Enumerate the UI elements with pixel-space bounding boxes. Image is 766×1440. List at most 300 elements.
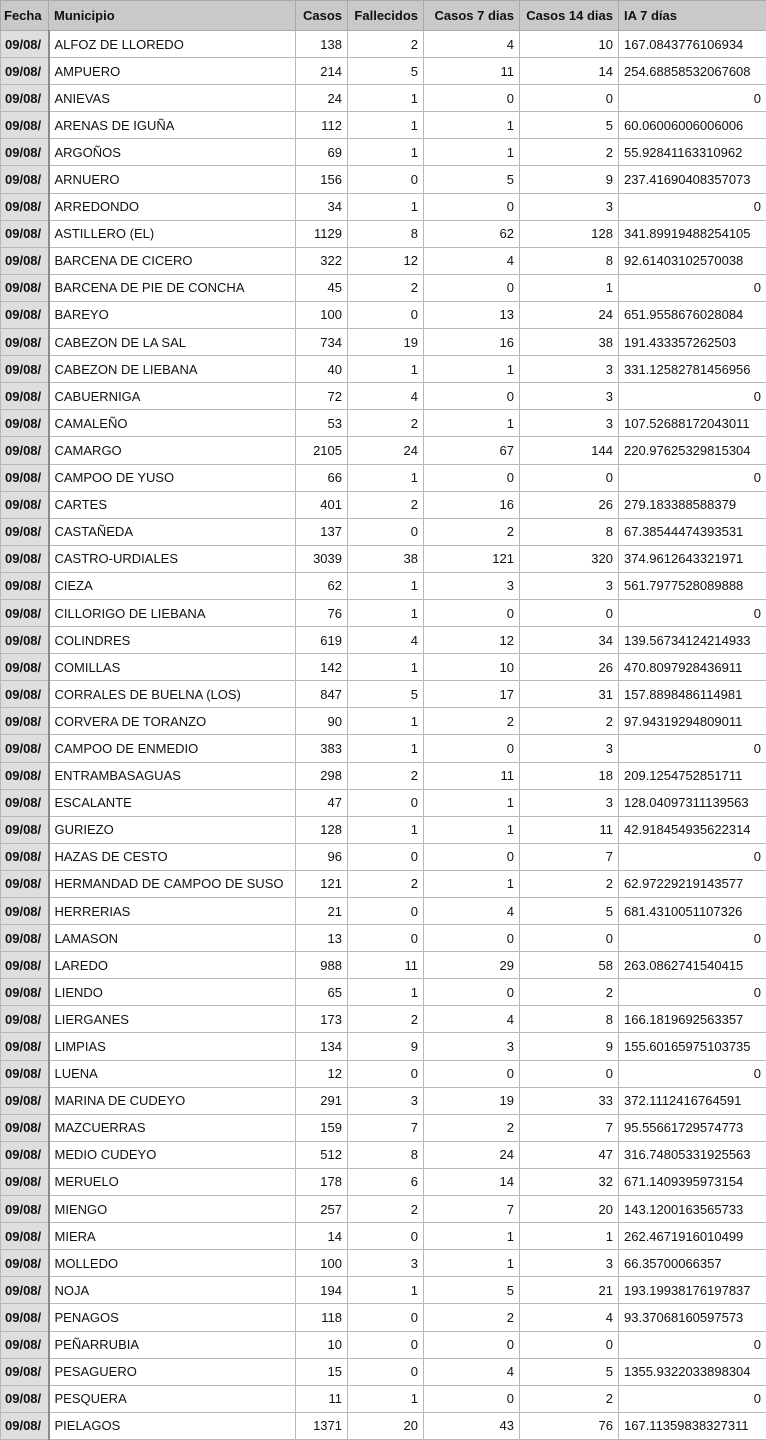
cell-fecha[interactable]: 09/08/ [1,708,49,735]
cell-casos[interactable]: 214 [296,58,348,85]
cell-fecha[interactable]: 09/08/ [1,681,49,708]
cell-ia-7-dias[interactable]: 0 [619,979,766,1006]
cell-ia-7-dias[interactable]: 671.1409395973154 [619,1168,766,1195]
cell-fecha[interactable]: 09/08/ [1,1331,49,1358]
cell-casos[interactable]: 53 [296,410,348,437]
cell-casos[interactable]: 159 [296,1114,348,1141]
column-header-fecha[interactable]: Fecha [1,1,49,31]
cell-fecha[interactable]: 09/08/ [1,1087,49,1114]
cell-casos-7-dias[interactable]: 1 [424,139,520,166]
cell-casos-7-dias[interactable]: 0 [424,599,520,626]
cell-fallecidos[interactable]: 1 [348,708,424,735]
cell-casos[interactable]: 69 [296,139,348,166]
cell-fecha[interactable]: 09/08/ [1,572,49,599]
cell-fallecidos[interactable]: 7 [348,1114,424,1141]
cell-casos[interactable]: 65 [296,979,348,1006]
cell-fecha[interactable]: 09/08/ [1,356,49,383]
cell-fallecidos[interactable]: 4 [348,627,424,654]
cell-casos-7-dias[interactable]: 1 [424,789,520,816]
cell-ia-7-dias[interactable]: 60.06006006006006 [619,112,766,139]
cell-ia-7-dias[interactable]: 0 [619,735,766,762]
cell-casos-7-dias[interactable]: 1 [424,870,520,897]
cell-municipio[interactable]: MOLLEDO [49,1250,296,1277]
cell-ia-7-dias[interactable]: 0 [619,85,766,112]
cell-casos[interactable]: 291 [296,1087,348,1114]
cell-casos-14-dias[interactable]: 3 [520,193,619,220]
cell-ia-7-dias[interactable]: 107.52688172043011 [619,410,766,437]
cell-casos-7-dias[interactable]: 4 [424,1358,520,1385]
cell-casos-7-dias[interactable]: 24 [424,1141,520,1168]
cell-casos-14-dias[interactable]: 3 [520,1250,619,1277]
cell-casos-14-dias[interactable]: 58 [520,952,619,979]
cell-casos-7-dias[interactable]: 4 [424,1006,520,1033]
cell-ia-7-dias[interactable]: 331.12582781456956 [619,356,766,383]
cell-casos-7-dias[interactable]: 16 [424,491,520,518]
cell-casos-7-dias[interactable]: 2 [424,1304,520,1331]
cell-ia-7-dias[interactable]: 209.1254752851711 [619,762,766,789]
cell-fallecidos[interactable]: 2 [348,762,424,789]
cell-casos[interactable]: 194 [296,1277,348,1304]
cell-casos[interactable]: 100 [296,301,348,328]
cell-municipio[interactable]: HERRERIAS [49,898,296,925]
cell-casos-14-dias[interactable]: 9 [520,166,619,193]
cell-casos[interactable]: 142 [296,654,348,681]
cell-fecha[interactable]: 09/08/ [1,654,49,681]
cell-casos-7-dias[interactable]: 2 [424,518,520,545]
cell-casos-7-dias[interactable]: 0 [424,735,520,762]
cell-fallecidos[interactable]: 0 [348,925,424,952]
cell-fecha[interactable]: 09/08/ [1,952,49,979]
cell-municipio[interactable]: CAMPOO DE YUSO [49,464,296,491]
cell-casos-7-dias[interactable]: 2 [424,1114,520,1141]
cell-ia-7-dias[interactable]: 220.97625329815304 [619,437,766,464]
cell-fallecidos[interactable]: 2 [348,274,424,301]
cell-fallecidos[interactable]: 1 [348,193,424,220]
cell-ia-7-dias[interactable]: 66.35700066357 [619,1250,766,1277]
cell-casos-7-dias[interactable]: 62 [424,220,520,247]
cell-casos-14-dias[interactable]: 31 [520,681,619,708]
cell-casos-14-dias[interactable]: 21 [520,1277,619,1304]
cell-casos[interactable]: 12 [296,1060,348,1087]
cell-fecha[interactable]: 09/08/ [1,898,49,925]
cell-casos-7-dias[interactable]: 0 [424,979,520,1006]
cell-casos-7-dias[interactable]: 4 [424,247,520,274]
cell-casos[interactable]: 66 [296,464,348,491]
cell-casos-14-dias[interactable]: 0 [520,464,619,491]
cell-casos-7-dias[interactable]: 0 [424,1331,520,1358]
cell-fecha[interactable]: 09/08/ [1,112,49,139]
cell-ia-7-dias[interactable]: 372.1112416764591 [619,1087,766,1114]
cell-municipio[interactable]: LUENA [49,1060,296,1087]
cell-municipio[interactable]: HERMANDAD DE CAMPOO DE SUSO [49,870,296,897]
cell-municipio[interactable]: CAMARGO [49,437,296,464]
cell-fecha[interactable]: 09/08/ [1,979,49,1006]
cell-municipio[interactable]: PENAGOS [49,1304,296,1331]
cell-ia-7-dias[interactable]: 97.94319294809011 [619,708,766,735]
cell-municipio[interactable]: CILLORIGO DE LIEBANA [49,599,296,626]
cell-fallecidos[interactable]: 0 [348,1331,424,1358]
cell-municipio[interactable]: MEDIO CUDEYO [49,1141,296,1168]
cell-ia-7-dias[interactable]: 0 [619,925,766,952]
cell-casos-7-dias[interactable]: 12 [424,627,520,654]
cell-fallecidos[interactable]: 2 [348,491,424,518]
cell-casos-7-dias[interactable]: 16 [424,329,520,356]
cell-fallecidos[interactable]: 0 [348,166,424,193]
cell-ia-7-dias[interactable]: 155.60165975103735 [619,1033,766,1060]
cell-fecha[interactable]: 09/08/ [1,762,49,789]
cell-municipio[interactable]: MIERA [49,1223,296,1250]
cell-ia-7-dias[interactable]: 191.433357262503 [619,329,766,356]
cell-casos[interactable]: 11 [296,1385,348,1412]
cell-ia-7-dias[interactable]: 681.4310051107326 [619,898,766,925]
cell-fecha[interactable]: 09/08/ [1,1358,49,1385]
cell-municipio[interactable]: BARCENA DE CICERO [49,247,296,274]
cell-municipio[interactable]: CABEZON DE LIEBANA [49,356,296,383]
cell-casos[interactable]: 13 [296,925,348,952]
cell-ia-7-dias[interactable]: 42.918454935622314 [619,816,766,843]
cell-municipio[interactable]: CASTAÑEDA [49,518,296,545]
cell-casos-7-dias[interactable]: 0 [424,274,520,301]
cell-municipio[interactable]: LAREDO [49,952,296,979]
cell-casos[interactable]: 45 [296,274,348,301]
cell-fallecidos[interactable]: 2 [348,31,424,58]
cell-municipio[interactable]: PESQUERA [49,1385,296,1412]
cell-casos-14-dias[interactable]: 144 [520,437,619,464]
cell-casos-7-dias[interactable]: 43 [424,1412,520,1439]
cell-fecha[interactable]: 09/08/ [1,1385,49,1412]
cell-fecha[interactable]: 09/08/ [1,1141,49,1168]
cell-municipio[interactable]: LAMASON [49,925,296,952]
cell-municipio[interactable]: PIELAGOS [49,1412,296,1439]
cell-casos-7-dias[interactable]: 0 [424,464,520,491]
cell-casos-7-dias[interactable]: 29 [424,952,520,979]
cell-fecha[interactable]: 09/08/ [1,816,49,843]
cell-fecha[interactable]: 09/08/ [1,843,49,870]
cell-casos[interactable]: 734 [296,329,348,356]
cell-fecha[interactable]: 09/08/ [1,518,49,545]
cell-casos[interactable]: 100 [296,1250,348,1277]
cell-fallecidos[interactable]: 4 [348,383,424,410]
cell-fallecidos[interactable]: 3 [348,1250,424,1277]
cell-ia-7-dias[interactable]: 93.37068160597573 [619,1304,766,1331]
cell-ia-7-dias[interactable]: 0 [619,1060,766,1087]
cell-municipio[interactable]: MERUELO [49,1168,296,1195]
cell-fallecidos[interactable]: 1 [348,654,424,681]
cell-casos[interactable]: 47 [296,789,348,816]
cell-municipio[interactable]: COLINDRES [49,627,296,654]
cell-municipio[interactable]: ARGOÑOS [49,139,296,166]
cell-casos[interactable]: 178 [296,1168,348,1195]
cell-casos[interactable]: 121 [296,870,348,897]
cell-fecha[interactable]: 09/08/ [1,1223,49,1250]
cell-casos-7-dias[interactable]: 14 [424,1168,520,1195]
cell-ia-7-dias[interactable]: 561.7977528089888 [619,572,766,599]
cell-casos[interactable]: 96 [296,843,348,870]
cell-ia-7-dias[interactable]: 157.8898486114981 [619,681,766,708]
cell-casos-14-dias[interactable]: 1 [520,274,619,301]
cell-municipio[interactable]: CORRALES DE BUELNA (LOS) [49,681,296,708]
cell-ia-7-dias[interactable]: 237.41690408357073 [619,166,766,193]
cell-municipio[interactable]: ENTRAMBASAGUAS [49,762,296,789]
cell-municipio[interactable]: BAREYO [49,301,296,328]
cell-casos-14-dias[interactable]: 8 [520,518,619,545]
cell-casos-14-dias[interactable]: 18 [520,762,619,789]
cell-fallecidos[interactable]: 1 [348,85,424,112]
cell-casos-14-dias[interactable]: 2 [520,870,619,897]
cell-casos-7-dias[interactable]: 1 [424,356,520,383]
cell-fallecidos[interactable]: 19 [348,329,424,356]
cell-municipio[interactable]: MARINA DE CUDEYO [49,1087,296,1114]
cell-fecha[interactable]: 09/08/ [1,193,49,220]
cell-casos-7-dias[interactable]: 7 [424,1196,520,1223]
cell-fallecidos[interactable]: 1 [348,572,424,599]
cell-municipio[interactable]: MIENGO [49,1196,296,1223]
cell-fecha[interactable]: 09/08/ [1,545,49,572]
cell-casos-14-dias[interactable]: 3 [520,383,619,410]
cell-fecha[interactable]: 09/08/ [1,139,49,166]
cell-fallecidos[interactable]: 1 [348,139,424,166]
cell-casos-7-dias[interactable]: 0 [424,925,520,952]
cell-casos-14-dias[interactable]: 0 [520,1060,619,1087]
cell-casos-7-dias[interactable]: 3 [424,1033,520,1060]
cell-fallecidos[interactable]: 0 [348,843,424,870]
cell-casos-14-dias[interactable]: 0 [520,85,619,112]
cell-casos-14-dias[interactable]: 3 [520,572,619,599]
cell-casos[interactable]: 156 [296,166,348,193]
cell-fecha[interactable]: 09/08/ [1,437,49,464]
cell-casos[interactable]: 257 [296,1196,348,1223]
cell-casos-7-dias[interactable]: 4 [424,898,520,925]
cell-casos-14-dias[interactable]: 14 [520,58,619,85]
cell-casos[interactable]: 1129 [296,220,348,247]
cell-fecha[interactable]: 09/08/ [1,599,49,626]
cell-casos-14-dias[interactable]: 2 [520,139,619,166]
cell-fallecidos[interactable]: 2 [348,1006,424,1033]
column-header-fallecidos[interactable]: Fallecidos [348,1,424,31]
cell-ia-7-dias[interactable]: 651.9558676028084 [619,301,766,328]
cell-casos-7-dias[interactable]: 3 [424,572,520,599]
cell-casos[interactable]: 24 [296,85,348,112]
cell-casos-7-dias[interactable]: 0 [424,193,520,220]
column-header-casos-14-dias[interactable]: Casos 14 dias [520,1,619,31]
cell-casos[interactable]: 90 [296,708,348,735]
cell-fallecidos[interactable]: 0 [348,789,424,816]
cell-casos[interactable]: 173 [296,1006,348,1033]
cell-casos[interactable]: 10 [296,1331,348,1358]
cell-casos[interactable]: 34 [296,193,348,220]
cell-casos-7-dias[interactable]: 17 [424,681,520,708]
cell-casos-7-dias[interactable]: 1 [424,1250,520,1277]
cell-fecha[interactable]: 09/08/ [1,925,49,952]
cell-fallecidos[interactable]: 9 [348,1033,424,1060]
cell-municipio[interactable]: CORVERA DE TORANZO [49,708,296,735]
column-header-ia-7-dias[interactable]: IA 7 días [619,1,766,31]
cell-casos-14-dias[interactable]: 26 [520,654,619,681]
cell-fallecidos[interactable]: 11 [348,952,424,979]
cell-municipio[interactable]: PEÑARRUBIA [49,1331,296,1358]
cell-casos-14-dias[interactable]: 0 [520,925,619,952]
cell-ia-7-dias[interactable]: 470.8097928436911 [619,654,766,681]
cell-fallecidos[interactable]: 3 [348,1087,424,1114]
cell-ia-7-dias[interactable]: 166.1819692563357 [619,1006,766,1033]
cell-fallecidos[interactable]: 2 [348,870,424,897]
cell-ia-7-dias[interactable]: 263.0862741540415 [619,952,766,979]
cell-casos-7-dias[interactable]: 11 [424,762,520,789]
cell-municipio[interactable]: ARREDONDO [49,193,296,220]
cell-casos[interactable]: 134 [296,1033,348,1060]
cell-municipio[interactable]: LIENDO [49,979,296,1006]
cell-municipio[interactable]: CABEZON DE LA SAL [49,329,296,356]
cell-ia-7-dias[interactable]: 0 [619,274,766,301]
cell-casos[interactable]: 14 [296,1223,348,1250]
cell-fallecidos[interactable]: 5 [348,681,424,708]
cell-fecha[interactable]: 09/08/ [1,166,49,193]
cell-casos-7-dias[interactable]: 11 [424,58,520,85]
cell-casos[interactable]: 1371 [296,1412,348,1439]
cell-casos-7-dias[interactable]: 5 [424,1277,520,1304]
cell-fallecidos[interactable]: 0 [348,1304,424,1331]
cell-municipio[interactable]: MAZCUERRAS [49,1114,296,1141]
cell-fallecidos[interactable]: 2 [348,1196,424,1223]
cell-casos-14-dias[interactable]: 3 [520,789,619,816]
cell-fecha[interactable]: 09/08/ [1,31,49,58]
cell-ia-7-dias[interactable]: 0 [619,464,766,491]
cell-casos[interactable]: 40 [296,356,348,383]
cell-fecha[interactable]: 09/08/ [1,464,49,491]
cell-fecha[interactable]: 09/08/ [1,247,49,274]
cell-casos[interactable]: 988 [296,952,348,979]
cell-ia-7-dias[interactable]: 193.19938176197837 [619,1277,766,1304]
cell-casos[interactable]: 118 [296,1304,348,1331]
cell-casos-14-dias[interactable]: 7 [520,1114,619,1141]
cell-ia-7-dias[interactable]: 67.38544474393531 [619,518,766,545]
cell-casos[interactable]: 847 [296,681,348,708]
cell-fallecidos[interactable]: 1 [348,356,424,383]
cell-ia-7-dias[interactable]: 95.55661729574773 [619,1114,766,1141]
cell-casos-14-dias[interactable]: 47 [520,1141,619,1168]
cell-fallecidos[interactable]: 0 [348,898,424,925]
cell-casos-14-dias[interactable]: 20 [520,1196,619,1223]
cell-fecha[interactable]: 09/08/ [1,870,49,897]
cell-casos-14-dias[interactable]: 33 [520,1087,619,1114]
cell-casos-7-dias[interactable]: 13 [424,301,520,328]
cell-municipio[interactable]: ARNUERO [49,166,296,193]
cell-casos-7-dias[interactable]: 0 [424,1385,520,1412]
cell-ia-7-dias[interactable]: 62.97229219143577 [619,870,766,897]
cell-casos-14-dias[interactable]: 32 [520,1168,619,1195]
cell-casos-7-dias[interactable]: 0 [424,1060,520,1087]
cell-ia-7-dias[interactable]: 374.9612643321971 [619,545,766,572]
cell-municipio[interactable]: ANIEVAS [49,85,296,112]
cell-fallecidos[interactable]: 1 [348,112,424,139]
cell-ia-7-dias[interactable]: 128.04097311139563 [619,789,766,816]
cell-fallecidos[interactable]: 1 [348,599,424,626]
cell-fallecidos[interactable]: 1 [348,464,424,491]
cell-ia-7-dias[interactable]: 0 [619,193,766,220]
cell-casos-14-dias[interactable]: 3 [520,410,619,437]
cell-fallecidos[interactable]: 5 [348,58,424,85]
cell-municipio[interactable]: PESAGUERO [49,1358,296,1385]
cell-casos-14-dias[interactable]: 0 [520,1331,619,1358]
cell-fecha[interactable]: 09/08/ [1,1060,49,1087]
cell-municipio[interactable]: CARTES [49,491,296,518]
cell-fallecidos[interactable]: 12 [348,247,424,274]
cell-casos-14-dias[interactable]: 34 [520,627,619,654]
cell-fecha[interactable]: 09/08/ [1,1033,49,1060]
cell-municipio[interactable]: BARCENA DE PIE DE CONCHA [49,274,296,301]
cell-casos-14-dias[interactable]: 0 [520,599,619,626]
cell-fallecidos[interactable]: 0 [348,1223,424,1250]
cell-casos-14-dias[interactable]: 5 [520,898,619,925]
cell-ia-7-dias[interactable]: 0 [619,1331,766,1358]
cell-fallecidos[interactable]: 6 [348,1168,424,1195]
cell-municipio[interactable]: ASTILLERO (EL) [49,220,296,247]
cell-fallecidos[interactable]: 1 [348,979,424,1006]
cell-casos-7-dias[interactable]: 121 [424,545,520,572]
cell-fecha[interactable]: 09/08/ [1,1168,49,1195]
cell-fallecidos[interactable]: 0 [348,1358,424,1385]
cell-casos[interactable]: 128 [296,816,348,843]
cell-ia-7-dias[interactable]: 139.56734124214933 [619,627,766,654]
cell-fecha[interactable]: 09/08/ [1,383,49,410]
cell-municipio[interactable]: CIEZA [49,572,296,599]
cell-fallecidos[interactable]: 20 [348,1412,424,1439]
cell-fecha[interactable]: 09/08/ [1,329,49,356]
cell-ia-7-dias[interactable]: 92.61403102570038 [619,247,766,274]
cell-fecha[interactable]: 09/08/ [1,410,49,437]
cell-fecha[interactable]: 09/08/ [1,1006,49,1033]
cell-fallecidos[interactable]: 24 [348,437,424,464]
cell-casos-14-dias[interactable]: 3 [520,735,619,762]
cell-fallecidos[interactable]: 1 [348,1385,424,1412]
cell-fecha[interactable]: 09/08/ [1,491,49,518]
cell-casos-7-dias[interactable]: 0 [424,383,520,410]
cell-casos[interactable]: 619 [296,627,348,654]
column-header-municipio[interactable]: Municipio [49,1,296,31]
cell-municipio[interactable]: LIMPIAS [49,1033,296,1060]
cell-casos[interactable]: 62 [296,572,348,599]
cell-municipio[interactable]: LIERGANES [49,1006,296,1033]
cell-municipio[interactable]: CASTRO-URDIALES [49,545,296,572]
cell-casos-14-dias[interactable]: 8 [520,247,619,274]
cell-casos-14-dias[interactable]: 26 [520,491,619,518]
cell-casos-7-dias[interactable]: 1 [424,410,520,437]
cell-municipio[interactable]: CAMALEÑO [49,410,296,437]
cell-casos[interactable]: 112 [296,112,348,139]
cell-ia-7-dias[interactable]: 0 [619,599,766,626]
cell-casos-14-dias[interactable]: 7 [520,843,619,870]
cell-casos-14-dias[interactable]: 10 [520,31,619,58]
cell-casos-7-dias[interactable]: 5 [424,166,520,193]
cell-casos[interactable]: 76 [296,599,348,626]
cell-fallecidos[interactable]: 1 [348,1277,424,1304]
cell-fecha[interactable]: 09/08/ [1,627,49,654]
cell-casos-14-dias[interactable]: 2 [520,979,619,1006]
column-header-casos-7-dias[interactable]: Casos 7 dias [424,1,520,31]
cell-fecha[interactable]: 09/08/ [1,301,49,328]
cell-fallecidos[interactable]: 2 [348,410,424,437]
cell-municipio[interactable]: AMPUERO [49,58,296,85]
cell-casos-7-dias[interactable]: 1 [424,112,520,139]
column-header-casos[interactable]: Casos [296,1,348,31]
cell-casos[interactable]: 512 [296,1141,348,1168]
cell-ia-7-dias[interactable]: 316.74805331925563 [619,1141,766,1168]
cell-casos-7-dias[interactable]: 10 [424,654,520,681]
cell-municipio[interactable]: CABUERNIGA [49,383,296,410]
cell-municipio[interactable]: ARENAS DE IGUÑA [49,112,296,139]
cell-fallecidos[interactable]: 1 [348,735,424,762]
cell-casos-7-dias[interactable]: 67 [424,437,520,464]
